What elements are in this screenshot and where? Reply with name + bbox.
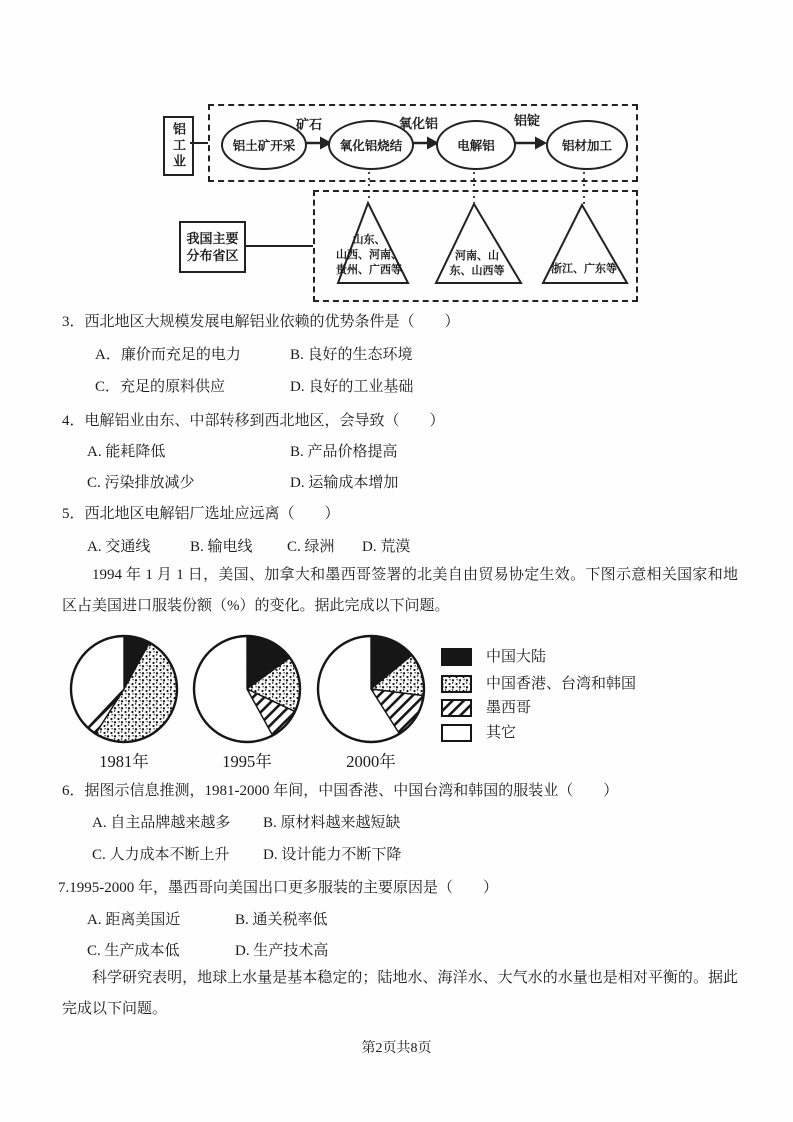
region-label-line1: 我国主要	[186, 231, 239, 246]
triangle-text-line: 浙江、广东等	[551, 263, 617, 275]
question-4-option-a: A. 能耗降低	[87, 444, 166, 460]
legend-swatch-speckle-icon	[441, 675, 472, 693]
question-3-option-a: A．廉价而充足的电力	[95, 347, 241, 363]
arrow-label-alumina: 氧化铝	[399, 116, 439, 131]
stage-bauxite-mining: 铝土矿开采	[221, 120, 307, 170]
triangle-text-line: 山东、	[352, 234, 386, 246]
question-4-option-d: D. 运输成本增加	[290, 475, 399, 491]
question-3-option-b: B. 良好的生态环境	[290, 347, 413, 363]
question-3-option-d: D. 良好的工业基础	[290, 379, 414, 395]
stage-aluminum-processing: 铝材加工	[546, 120, 628, 170]
question-5-option-c: C. 绿洲	[287, 539, 335, 555]
stage-alumina-sintering: 氧化铝烧结	[328, 120, 414, 170]
pie-chart-1995	[191, 633, 303, 745]
region-label-box	[179, 221, 246, 273]
legend-label-mexico: 墨西哥	[486, 700, 532, 716]
water-paragraph: 科学研究表明，地球上水量是基本稳定的；陆地水、海洋水、大气水的水量也是相对平衡的。据此完成以下问题。	[62, 970, 738, 1017]
legend-label-hk-tw-kr: 中国香港、台湾和韩国	[486, 676, 637, 692]
question-6-option-c: C. 人力成本不断上升	[92, 847, 230, 863]
question-4-option-c: C. 污染排放减少	[87, 475, 195, 491]
triangle-provinces-2	[435, 249, 519, 279]
nafta-paragraph: 1994 年 1 月 1 日，美国、加拿大和墨西哥签署的北美自由贸易协定生效。下图示意相关国家和地区占美国进口服装份额（%）的变化。据此完成以下问题。	[62, 567, 738, 614]
question-4-option-b: B. 产品价格提高	[290, 444, 398, 460]
legend-row-others	[441, 724, 516, 742]
legend-swatch-hatch-icon	[441, 699, 472, 717]
question-7-option-d: D. 生产技术高	[235, 943, 329, 959]
question-5-option-b: B. 输电线	[190, 539, 253, 555]
question-7-option-a: A. 距离美国近	[87, 912, 181, 928]
arrow-icon	[511, 137, 547, 150]
legend-row-china-mainland	[441, 648, 546, 666]
legend-label-others: 其它	[486, 725, 517, 741]
legend-swatch-solid-icon	[441, 648, 472, 666]
question-3-option-c: C．充足的原料供应	[95, 379, 226, 395]
triangle-provinces-3	[536, 262, 632, 277]
pie-label-1981: 1981年	[99, 752, 149, 771]
legend-row-mexico	[441, 699, 531, 717]
question-4-stem: 4．电解铝业由东、中部转移到西北地区，会导致（ ）	[62, 413, 445, 429]
question-7-stem: 7.1995-2000 年，墨西哥向美国出口更多服装的主要原因是（ ）	[58, 880, 498, 896]
question-7-option-b: B. 通关税率低	[235, 912, 328, 928]
question-5-option-d: D. 荒漠	[362, 539, 411, 555]
industry-side-label: 铝工业	[163, 116, 194, 176]
triangle-provinces-1	[329, 233, 409, 278]
question-6-option-d: D. 设计能力不断下降	[263, 847, 402, 863]
question-5-option-a: A. 交通线	[87, 539, 151, 555]
question-5-stem: 5．西北地区电解铝厂选址应远离（ ）	[62, 506, 340, 522]
arrow-label-ingot: 铝锭	[514, 113, 541, 128]
legend-row-hk-tw-kr	[441, 675, 636, 693]
triangle-text-line: 河南、山	[455, 250, 499, 262]
legend-swatch-white-icon	[441, 724, 472, 742]
stage-electrolytic-aluminum: 电解铝	[436, 120, 516, 170]
pie-label-2000: 2000年	[346, 752, 396, 771]
pie-chart-1981	[68, 633, 180, 745]
arrow-label-ore: 矿石	[296, 117, 323, 132]
triangle-text-line: 山西、河南、	[336, 249, 402, 261]
page-number: 第2页共8页	[361, 1041, 432, 1056]
triangle-text-line: 贵州、广西等	[336, 264, 402, 276]
question-7-option-c: C. 生产成本低	[87, 943, 180, 959]
triangle-text-line: 东、山西等	[449, 265, 505, 277]
pie-chart-2000	[315, 633, 427, 745]
legend-label-china-mainland: 中国大陆	[486, 649, 547, 665]
question-6-option-b: B. 原材料越来越短缺	[263, 815, 401, 831]
question-6-option-a: A. 自主品牌越来越多	[92, 815, 231, 831]
region-label-line2: 分布省区	[186, 248, 239, 263]
question-6-stem: 6．据图示信息推测，1981-2000 年间，中国香港、中国台湾和韩国的服装业（ ）	[62, 783, 619, 799]
question-3-stem: 3．西北地区大规模发展电解铝业依赖的优势条件是（ ）	[62, 314, 460, 330]
pie-label-1995: 1995年	[222, 752, 272, 771]
